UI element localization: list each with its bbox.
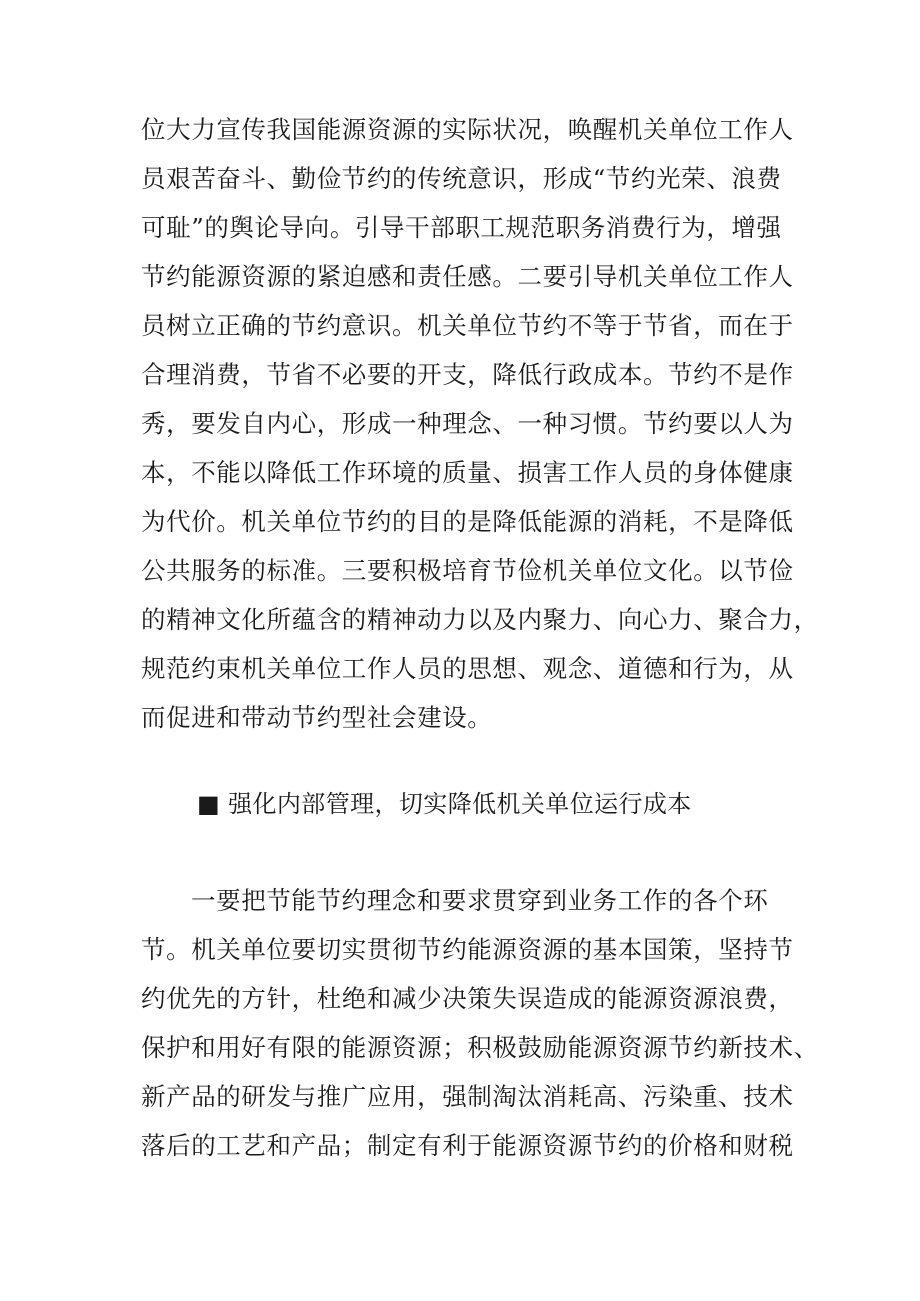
text-line: 而促进和带动节约型社会建设。 <box>141 703 493 732</box>
text-line: 约优先的方针，杜绝和减少决策失误造成的能源资源浪费， <box>141 984 794 1013</box>
text-line: 员树立正确的节约意识。机关单位节约不等于节省，而在于 <box>141 311 794 340</box>
text-line: 新产品的研发与推广应用，强制淘汰消耗高、污染重、技术 <box>141 1082 794 1111</box>
text-line: 公共服务的标准。三要积极培育节俭机关单位文化。以节俭 <box>141 556 794 585</box>
text-line: 秀，要发自内心，形成一种理念、一种习惯。节约要以人为 <box>141 409 794 438</box>
text-line: 本，不能以降低工作环境的质量、损害工作人员的身体健康 <box>141 458 794 487</box>
text-line: 节约能源资源的紧迫感和责任感。二要引导机关单位工作人 <box>141 262 794 291</box>
text-line: 员艰苦奋斗、勤俭节约的传统意识，形成“节约光荣、浪费 <box>141 164 782 193</box>
text-line: 为代价。机关单位节约的目的是降低能源的消耗，不是降低 <box>141 507 794 536</box>
section-heading: ■ 强化内部管理，切实降低机关单位运行成本 <box>197 790 692 818</box>
text-line: 保护和用好有限的能源资源；积极鼓励能源资源节约新技术、 <box>141 1033 819 1062</box>
text-line: 的精神文化所蕴含的精神动力以及内聚力、向心力、聚合力， <box>141 605 819 634</box>
text-line: 一要把节能节约理念和要求贯穿到业务工作的各个环 <box>191 886 769 915</box>
text-line: 可耻”的舆论导向。引导干部职工规范职务消费行为，增强 <box>141 213 782 242</box>
text-line: 落后的工艺和产品；制定有利于能源资源节约的价格和财税 <box>141 1131 794 1160</box>
text-line: 合理消费，节省不必要的开支，降低行政成本。节约不是作 <box>141 360 794 389</box>
text-line: 规范约束机关单位工作人员的思想、观念、道德和行为，从 <box>141 654 794 683</box>
text-line: 节。机关单位要切实贯彻节约能源资源的基本国策，坚持节 <box>141 935 794 964</box>
text-line: 位大力宣传我国能源资源的实际状况，唤醒机关单位工作人 <box>141 115 794 144</box>
